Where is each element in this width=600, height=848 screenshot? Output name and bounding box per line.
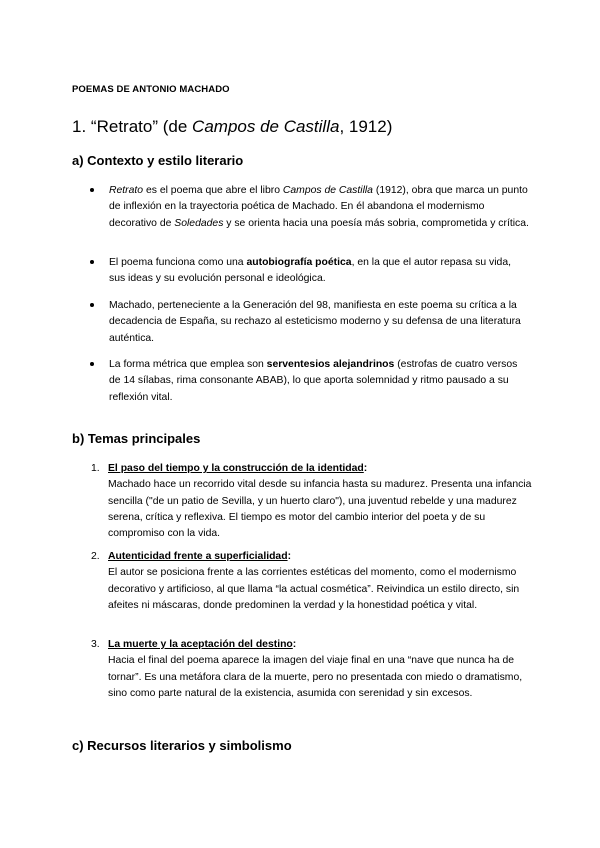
document-label: POEMAS DE ANTONIO MACHADO [72, 84, 230, 95]
bullet-item [72, 183, 532, 249]
text-bold: serventesios alejandrinos [266, 359, 395, 370]
item-body: Hacia el final del poema aparece la imagen del viaje final en una “nave que nunca ha de tornar”. Es una metáfora clara de la muerte, pero no presentada con miedo o dramatismo, sino como parte natural de la existencia, asumida con serenidad y sin excesos. [108, 655, 523, 699]
item-body: El autor se posiciona frente a las corrientes estéticas del momento, como el modernismo decorativo y artificioso, al que llama “la actual cosmética”. Reivindica un estilo directo, sin afeites ni máscaras, donde predominen la verdad y la honestidad poética y vital. [108, 567, 520, 611]
text-run: La forma métrica que emplea son [109, 359, 267, 370]
section-c-title: c) Recursos literarios y simbolismo [72, 738, 292, 753]
heading-number: 1. [72, 117, 87, 136]
text-bold: autobiografía poética [246, 257, 352, 268]
item-number: 3. [91, 639, 100, 650]
text-run: (1912), obra que marca un punto de inflexión en la trayectoria poética de Machado. En él abandona el modernismo decorativo de [109, 185, 528, 229]
heading-year: , 1912) [339, 117, 393, 136]
heading-book: Campos de Castilla [192, 117, 340, 136]
bullet-item [72, 357, 532, 407]
section-a-title: a) Contexto y estilo literario [72, 153, 244, 168]
item-title: La muerte y la aceptación del destino [108, 639, 293, 650]
bullet-dot [90, 260, 94, 264]
item-colon: : [363, 463, 368, 474]
bullet-text [109, 357, 529, 406]
item-colon: : [292, 639, 297, 650]
item-title: El paso del tiempo y la construcción de la identidad [108, 463, 364, 474]
bullet-text [109, 298, 529, 347]
text-run: , en la que el autor repasa su vida, sus ideas y su evolución personal e ideológica. [109, 257, 511, 285]
text-run: El poema funciona como una [109, 257, 247, 268]
text-italic: Campos de Castilla [282, 185, 373, 196]
text-italic: Soledades [174, 217, 224, 229]
item-text [108, 549, 542, 614]
bullet-text [109, 183, 529, 232]
bullet-dot [90, 188, 94, 192]
text-run: (estrofas de cuatro versos de 14 sílabas, rima consonante ABAB), lo que aporta solemnidad y ritmo pausado a su reflexión vital. [109, 359, 518, 403]
bullet-item [72, 255, 532, 289]
item-colon: : [287, 551, 292, 562]
text-run: y se orienta hacia una poesía más sobria, comprometida y crítica. [223, 217, 529, 229]
bullet-item [72, 298, 532, 348]
text-run: Machado, perteneciente a la Generación del 98, manifiesta en este poema su crítica a la decadencia de España, su rechazo al esteticismo moderno y su defensa de una literatura auténtica. [109, 300, 521, 344]
bullet-text [109, 255, 529, 288]
heading-title: “Retrato” [90, 117, 158, 136]
bullet-dot [90, 303, 94, 307]
section-b-title: b) Temas principales [72, 431, 201, 446]
item-text [108, 637, 542, 702]
numbered-item [72, 637, 542, 719]
poem-heading [72, 117, 392, 137]
numbered-item [72, 461, 542, 543]
item-number: 2. [91, 551, 100, 562]
item-body: Machado hace un recorrido vital desde su infancia hasta su madurez. Presenta una infancia sencilla ("de un patio de Sevilla, y un huerto claro"), una juventud rebelde y una madurez serena, crítica y reflexiva. El tiempo es motor del cambio interior del poeta y de su compromiso con la vida. [108, 479, 532, 540]
text-italic: Retrato [109, 185, 144, 196]
heading-pre-paren: (de [162, 117, 188, 136]
text-run: es el poema que abre el libro [143, 185, 283, 196]
numbered-item [72, 549, 542, 631]
item-title: Autenticidad frente a superficialidad [108, 551, 288, 562]
item-text [108, 461, 542, 542]
bullet-dot [90, 362, 94, 366]
item-number: 1. [91, 463, 100, 474]
